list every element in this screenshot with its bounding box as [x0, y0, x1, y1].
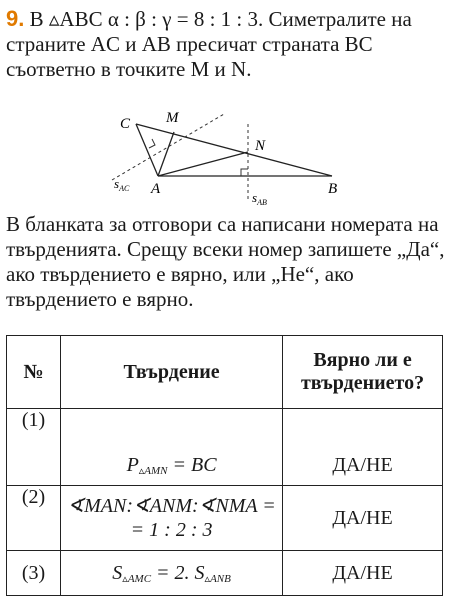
header-answer-line2: твърдението? — [300, 372, 425, 394]
row-number: (1) — [7, 409, 61, 486]
answer-cell[interactable]: ДА/НЕ — [283, 409, 443, 486]
header-statement: Твърдение — [61, 336, 283, 409]
answers-table — [6, 335, 443, 596]
label-b: B — [328, 181, 338, 197]
label-a: A — [151, 181, 161, 197]
answer-cell[interactable]: ДА/НЕ — [283, 486, 443, 551]
row-number: (2) — [7, 486, 61, 551]
label-sab: $s_{AB}$ — [252, 190, 267, 207]
row-number: (3) — [7, 551, 61, 596]
segment-am — [158, 132, 174, 176]
right-angle-ab — [241, 169, 248, 176]
problem-text: В ▵ABC α : β : γ = 8 : 1 : 3. Симетралите на страните AC и AB пресичат страната BC съответно в точките M и N. — [6, 7, 412, 81]
answer-cell[interactable]: ДА/НЕ — [283, 551, 443, 596]
header-number: № — [7, 336, 61, 409]
table-row — [7, 486, 443, 551]
table-header-row — [7, 336, 443, 409]
label-n: N — [255, 138, 266, 154]
side-ca — [136, 124, 158, 176]
statement-cell: $S_{▵AMC} = 2$. $S_{▵ANB}$ — [61, 551, 283, 596]
header-answer — [283, 336, 443, 409]
problem-number: 9. — [6, 6, 25, 31]
problem-statement — [6, 6, 446, 82]
table-row — [7, 409, 443, 486]
header-answer-line1: Вярно ли е — [313, 349, 412, 371]
side-cb — [136, 124, 332, 176]
label-c: C — [120, 116, 131, 132]
segment-an — [158, 152, 248, 176]
instructions-text: В бланката за отговори са написани номерата на твърденията. Срещу всеки номер запишете „Да“, ако твърдението е вярно, или „Не“, ако твърдението е вярно. — [6, 212, 445, 311]
triangle-figure — [100, 102, 350, 214]
statement-cell: ∢MAN:∢ANM:∢NMA = = 1 : 2 : 3 — [61, 486, 283, 551]
label-m: M — [166, 110, 179, 126]
statement-cell: $P_{▵AMN}$ = BC — [61, 409, 283, 486]
right-angle-ac — [149, 139, 155, 148]
table-row — [7, 551, 443, 596]
label-sac: $s_{AC}$ — [114, 176, 130, 193]
